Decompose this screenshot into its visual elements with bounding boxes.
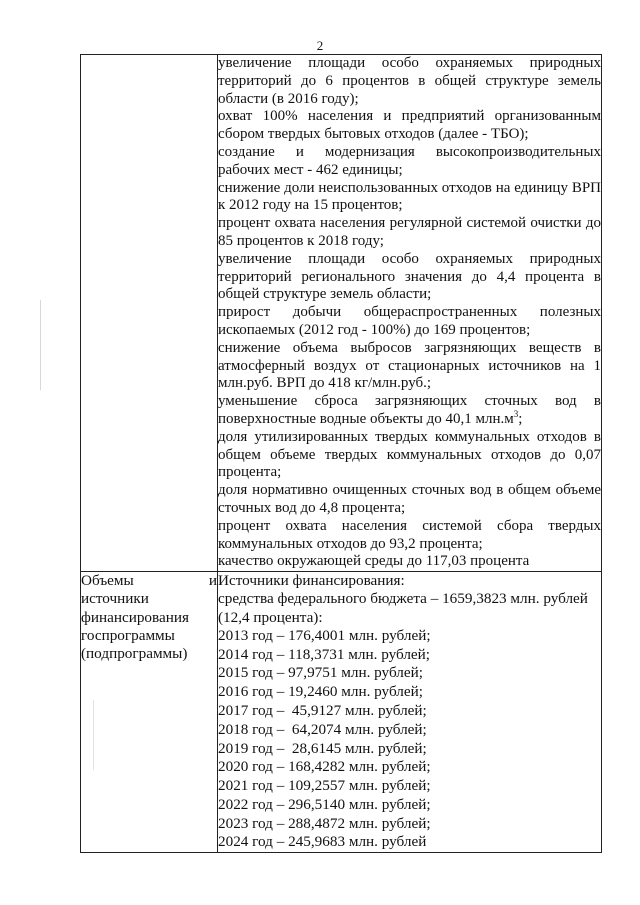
indicator-item: увеличение площади особо охраняемых природных территорий до 6 процентов в общей структуре земель области (в 2016 году);: [218, 55, 601, 107]
indicator-item: прирост добычи общераспространенных полезных ископаемых (2012 год - 100%) до 169 процентов;: [218, 304, 601, 338]
year-row: 2015 год – 97,9751 млн. рублей;: [218, 664, 423, 682]
sources-heading: Источники финансирования:: [218, 572, 405, 590]
finance-label-first-line: [81, 572, 217, 590]
table-row-finance: [81, 572, 602, 853]
year-row: 2024 год – 245,9683 млн. рублей: [218, 833, 427, 851]
indicator-item: процент охвата населения системой сбора твердых коммунальных отходов до 93,2 процента;: [218, 517, 601, 552]
year-row: 2016 год – 19,2460 млн. рублей;: [218, 683, 423, 701]
finance-label-line: госпрограммы: [81, 626, 175, 644]
year-row: 2013 год – 176,4001 млн. рублей;: [218, 626, 431, 644]
indicator-item: снижение доли неиспользованных отходов на единицу ВРП к 2012 году на 15 процентов;: [218, 179, 601, 214]
year-row: 2019 год – 28,6145 млн. рублей;: [218, 739, 427, 757]
indicator-item: доля нормативно очищенных сточных вод в общем объеме сточных вод до 4,8 процента;: [218, 482, 601, 516]
superscript-cubic: 3: [513, 408, 519, 419]
indicator-item: качество окружающей среды до 117,03 процента: [218, 553, 530, 570]
finance-label-line: источники: [81, 590, 149, 608]
passport-table: [80, 54, 602, 853]
year-row: 2023 год – 288,4872 млн. рублей;: [218, 814, 431, 832]
indicator-item-wastewater: [218, 393, 601, 429]
finance-label-word: и: [208, 572, 217, 590]
table-row-indicators: [81, 55, 602, 572]
indicators-cell: [218, 55, 602, 572]
indicator-text: уменьшение сброса загрязняющих сточных вод в поверхностные водные объекты до 40,1 млн.м: [218, 393, 601, 427]
indicator-item: процент охвата населения регулярной системой очистки до 85 процентов к 2018 году;: [218, 215, 601, 249]
indicator-item: увеличение площади особо охраняемых природных территорий регионального значения до 4,4 процента в общей структуре земель области;: [218, 250, 601, 303]
year-row: 2020 год – 168,4282 млн. рублей;: [218, 758, 431, 776]
year-row: 2017 год – 45,9127 млн. рублей;: [218, 701, 427, 719]
page-number: 2: [316, 38, 324, 53]
year-row: 2022 год – 296,5140 млн. рублей;: [218, 795, 431, 813]
finance-label-word: Объемы: [81, 572, 134, 590]
indicator-item: создание и модернизация высокопроизводительных рабочих мест - 462 единицы;: [218, 143, 601, 178]
federal-total: средства федерального бюджета – 1659,3823 млн. рублей (12,4 процента):: [218, 590, 588, 626]
indicator-suffix: ;: [518, 410, 523, 427]
finance-label-cell: [81, 572, 218, 853]
finance-label-line: финансирования: [81, 608, 189, 626]
year-row: 2018 год – 64,2074 млн. рублей;: [218, 720, 427, 738]
finance-cell: [218, 572, 602, 853]
indicator-item: доля утилизированных твердых коммунальных отходов в общем объеме твердых коммунальных отходов до 0,07 процента;: [218, 428, 601, 481]
scan-margin-mark: [40, 300, 41, 390]
indicator-item: охват 100% населения и предприятий организованным сбором твердых бытовых отходов (далее - ТБО);: [218, 108, 601, 143]
year-row: 2014 год – 118,3731 млн. рублей;: [218, 645, 430, 663]
year-row: 2021 год – 109,2557 млн. рублей;: [218, 777, 431, 795]
indicator-item: снижение объема выбросов загрязняющих веществ в атмосферный воздух от стационарных источников на 1 млн.руб. ВРП до 418 кг/млн.руб.;: [218, 339, 601, 392]
finance-label-line: (подпрограммы): [81, 644, 188, 662]
indicators-label-cell: [81, 55, 218, 572]
